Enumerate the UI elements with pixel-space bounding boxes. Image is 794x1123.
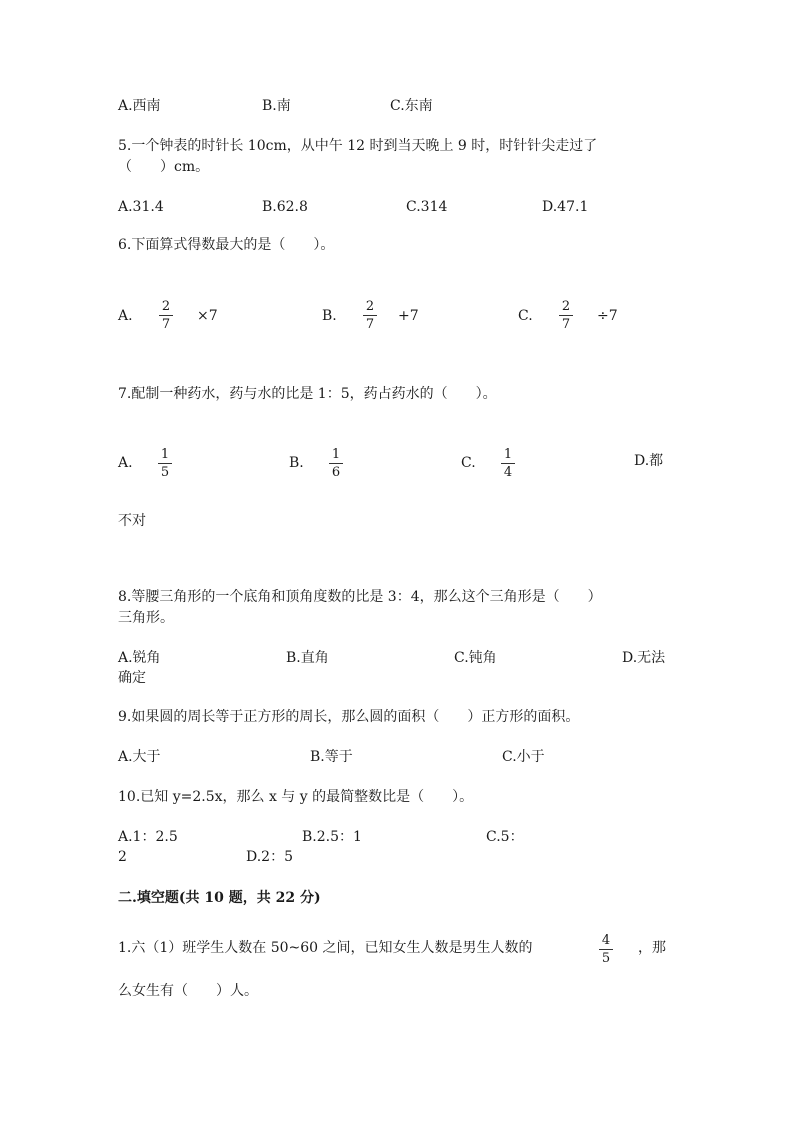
q8-option-a: A.锐角	[118, 650, 161, 666]
fraction-denominator: 6	[331, 465, 341, 480]
q8-option-d-continued: 确定	[118, 670, 146, 686]
fraction-denominator: 7	[561, 317, 571, 332]
q5-option-d: D.47.1	[542, 199, 589, 215]
fraction-numerator: 1	[503, 447, 513, 462]
q6-stem: 6.下面算式得数最大的是（ ）。	[118, 237, 335, 253]
q8-option-d: D.无法	[622, 650, 666, 666]
q8-stem-line2: 三角形。	[118, 610, 174, 626]
fraction-numerator: 1	[331, 447, 341, 462]
q4-option-a: A.西南	[118, 98, 161, 114]
fraction-numerator: 2	[161, 299, 171, 314]
q5-option-a: A.31.4	[118, 199, 164, 215]
q8-option-b: B.直角	[286, 650, 329, 666]
q6-option-a-label: A.	[118, 308, 133, 324]
q10-stem: 10.已知 y=2.5x，那么 x 与 y 的最简整数比是（ ）。	[118, 789, 474, 805]
q7-option-a-label: A.	[118, 455, 133, 471]
q6-option-b-label: B.	[322, 308, 337, 324]
q4-option-c: C.东南	[390, 98, 433, 114]
fraction-numerator: 1	[160, 447, 170, 462]
q10-option-c-continued: 2	[118, 849, 127, 865]
fraction-denominator: 4	[503, 465, 513, 480]
q9-option-a: A.大于	[118, 749, 161, 765]
fill1-text-before: 1.六（1）班学生人数在 50~60 之间，已知女生人数是男生人数的	[118, 940, 533, 956]
fraction-bar	[158, 463, 172, 464]
fraction-numerator: 2	[561, 299, 571, 314]
fraction-bar	[159, 315, 173, 316]
q6-option-b-fraction	[362, 299, 378, 332]
fill1-text-after: ，那	[638, 940, 666, 956]
q5-option-b: B.62.8	[262, 199, 308, 215]
q5-option-c: C.314	[406, 199, 448, 215]
q5-stem-line1: 5.一个钟表的时针长 10cm，从中午 12 时到当天晚上 9 时，时针针尖走过了	[118, 138, 598, 154]
fraction-bar	[559, 315, 573, 316]
fraction-bar	[363, 315, 377, 316]
q8-stem-line1: 8.等腰三角形的一个底角和顶角度数的比是 3：4，那么这个三角形是（ ）	[118, 589, 602, 605]
q7-stem: 7.配制一种药水，药与水的比是 1：5，药占药水的（ ）。	[118, 386, 497, 402]
fraction-denominator: 5	[160, 465, 170, 480]
q9-option-b: B.等于	[310, 749, 353, 765]
q7-option-b-fraction	[328, 447, 344, 480]
fraction-denominator: 7	[365, 317, 375, 332]
q4-option-b: B.南	[262, 98, 291, 114]
q6-option-b-operation: +7	[398, 308, 419, 324]
q5-stem-line2: （ ）cm。	[118, 159, 210, 175]
q7-option-c-fraction	[500, 447, 516, 480]
fraction-bar	[329, 463, 343, 464]
fraction-numerator: 2	[365, 299, 375, 314]
fill1-fraction	[598, 933, 614, 966]
q9-stem: 9.如果圆的周长等于正方形的周长，那么圆的面积（ ）正方形的面积。	[118, 709, 580, 725]
q10-option-a: A.1：2.5	[118, 829, 178, 845]
section-title: 二.填空题(共 10 题，共 22 分)	[118, 890, 321, 906]
q6-option-c-label: C.	[518, 308, 533, 324]
q7-option-d: D.都	[634, 453, 664, 469]
q6-option-c-operation: ÷7	[597, 308, 618, 324]
q7-option-a-fraction	[157, 447, 173, 480]
q6-option-c-fraction	[558, 299, 574, 332]
fraction-denominator: 7	[161, 317, 171, 332]
fraction-bar	[599, 949, 613, 950]
q9-option-c: C.小于	[502, 749, 545, 765]
q7-option-b-label: B.	[289, 455, 304, 471]
q7-option-d-continued: 不对	[118, 513, 146, 529]
fraction-denominator: 5	[601, 951, 611, 966]
q6-option-a-fraction	[158, 299, 174, 332]
fill1-line2: 么女生有（ ）人。	[118, 983, 258, 999]
fraction-numerator: 4	[601, 933, 611, 948]
q6-option-a-operation: ×7	[197, 308, 218, 324]
q8-option-c: C.钝角	[454, 650, 497, 666]
q10-option-d: D.2：5	[246, 849, 293, 865]
q7-option-c-label: C.	[461, 455, 476, 471]
q10-option-c: C.5：	[486, 829, 524, 845]
fraction-bar	[501, 463, 515, 464]
q10-option-b: B.2.5：1	[302, 829, 362, 845]
